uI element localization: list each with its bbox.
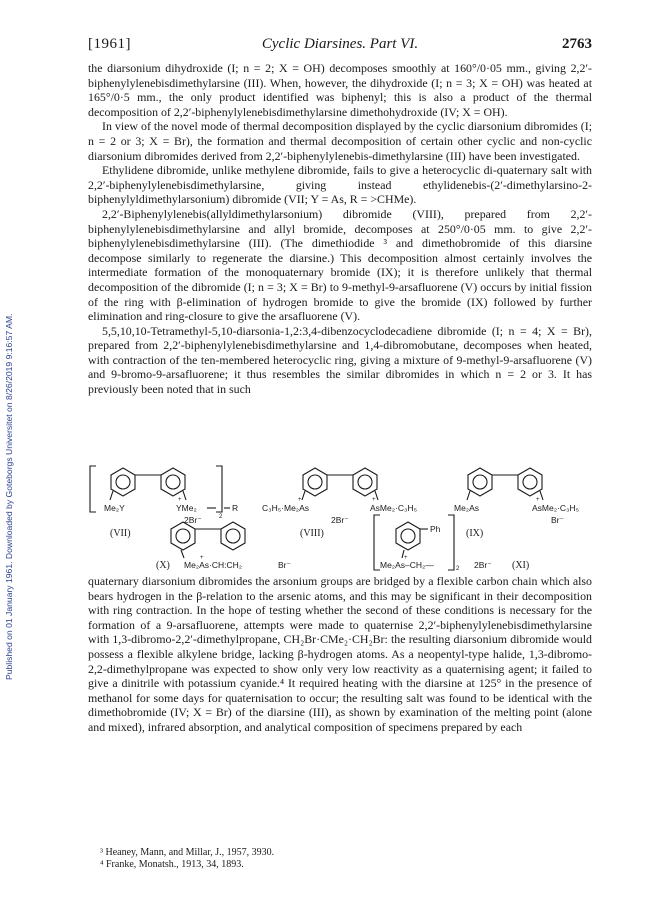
vii-charge: + bbox=[178, 497, 182, 503]
paragraph: quaternary diarsonium dibromides the arsonium groups are bridged by a flexible carbon chain which also bears hydrogen in the β-relation to the arsenic atoms, and this may be significant in their decomposition with ring contraction. In the hope of testing whether the second of these conditions is necessary for the formation of a 9-arsafluorene, attempts were made to quaternise 2,2′-biphenylylenebisdimethylarsine with 1,3-dibromo-2,2′-dimethylpropane, CH₂Br·CMe₂·CH₂Br: the resulting diarsonium dibromide would possess a flexible alkylene bridge, lacking β-hydrogen atoms. As a neopentyl-type halide, 1,3-dibromo-2,2-dimethylpropane was expected to show only very low reactivity as a quaternising agent; it failed to give a dinitrile with potassium cyanide.⁴ It required heating with the diarsine at 125° in the presence of methanol for some days for quaternisation to occur; the resulting salt was found to be identical with the dimethobromide (IV; X = Br) of the diarsine (III), as shown by examination of the melting point (alone and mixed), infrared absorption, and analytical composition of specimens prepared by each bbox=[88, 574, 592, 734]
viii-charge-left: + bbox=[298, 497, 302, 503]
structure-viii bbox=[262, 468, 417, 539]
viii-left-group: C₃H₅·Me₂As bbox=[262, 503, 310, 513]
ix-right-group: AsMe₂·C₃H₅ bbox=[532, 503, 580, 513]
x-label: (X) bbox=[156, 560, 170, 571]
paragraph: the diarsonium dihydroxide (I; n = 2; X = OH) decomposes smoothly at 160°/0·05 mm., giving 2,2′-biphenylylenebisdimethylarsine (III). When, however, the dihydroxide (I; n = 3; X = OH) was heated at 165°/0·5 mm., the only product identified was biphenyl; this is also a product of the thermal decomposition of 2,2′-biphenylylenebisdimethylarsine dimethohydroxide (IV; X = OH). bbox=[88, 61, 592, 119]
download-watermark: Published on 01 January 1961. Downloaded by Goteborgs Universitet on 8/26/2019 9:16:57 AM. bbox=[4, 313, 14, 680]
ix-label: (IX) bbox=[466, 528, 484, 539]
header-title: Cyclic Diarsines. Part VI. bbox=[261, 36, 419, 52]
body-text-bottom bbox=[88, 574, 592, 735]
viii-charge-right: + bbox=[372, 497, 376, 503]
page-number: 2763 bbox=[562, 36, 592, 52]
vii-subscript: 2 bbox=[219, 514, 223, 520]
viii-label: (VIII) bbox=[300, 528, 324, 539]
x-anion: Br⁻ bbox=[278, 560, 291, 570]
viii-anion: 2Br⁻ bbox=[331, 515, 349, 525]
paragraph: 5,5,10,10-Tetramethyl-5,10-diarsonia-1,2:3,4-dibenzocyclodecadiene dibromide (I; n = 4; X = Br), prepared from 2,2′-biphenylylenebisdimethylarsine and 1,4-dibromobutane, decomposes when heated, with contraction of the ten-membered heterocyclic ring, giving a mixture of 9-methyl-9-arsafluorene (V) and 9-bromo-9-arsafluorene; it thus resembles the similar dibromides in which n = 2 or 3. It has previously been noted that in such bbox=[88, 323, 592, 397]
xi-group: Me₂As–CH₂— bbox=[380, 560, 434, 570]
xi-anion: 2Br⁻ bbox=[474, 560, 492, 570]
chemical-structures bbox=[88, 460, 592, 572]
x-group: Me₂As·CH:CH₂ bbox=[184, 560, 243, 570]
structure-x bbox=[156, 522, 291, 571]
structure-vii bbox=[90, 466, 238, 539]
ix-charge: + bbox=[536, 497, 540, 503]
running-header bbox=[88, 36, 592, 54]
xi-charge: + bbox=[404, 555, 408, 561]
footnotes bbox=[88, 847, 592, 871]
structure-ix bbox=[454, 468, 579, 539]
paragraph: Ethylidene dibromide, unlike methylene dibromide, fails to give a heterocyclic di-quaternary salt with 2,2′-biphenylylenebisdimethylarsine, giving instead ethylidenebis-(2′-dimethylarsino-2-biphenylyldimethylarsonium) dibromide (VII; Y = As, R = >CHMe). bbox=[88, 163, 592, 207]
footnote: ⁴ Franke, Monatsh., 1913, 34, 1893. bbox=[100, 859, 244, 870]
x-charge: + bbox=[200, 555, 204, 561]
vii-label: (VII) bbox=[110, 528, 131, 539]
vii-anion: 2Br⁻ bbox=[184, 515, 202, 525]
body-text-top bbox=[88, 61, 592, 397]
vii-tail: R bbox=[232, 503, 239, 513]
xi-subscript: 2 bbox=[456, 566, 460, 572]
xi-label: (XI) bbox=[512, 560, 530, 571]
ix-anion: Br⁻ bbox=[551, 515, 564, 525]
header-year: [1961] bbox=[88, 36, 131, 52]
vii-right-group: YMe₂ bbox=[176, 503, 197, 513]
vii-left-group: Me₂Y bbox=[104, 503, 125, 513]
paragraph: In view of the novel mode of thermal decomposition displayed by the cyclic diarsonium dibromides (I; n = 2 or 3; X = Br), the formation and thermal decomposition of certain other cyclic and non-cyclic diarsonium dibromides derived from 2,2′-biphenylylenebis-dimethylarsine (III) have been investigated. bbox=[88, 119, 592, 163]
footnote: ³ Heaney, Mann, and Millar, J., 1957, 3930. bbox=[100, 847, 275, 858]
xi-ring-substituent: Ph bbox=[430, 524, 441, 534]
structure-xi bbox=[374, 515, 529, 572]
structure-figure bbox=[88, 460, 592, 572]
viii-right-group: AsMe₂·C₃H₅ bbox=[370, 503, 418, 513]
ix-left-group: Me₂As bbox=[454, 503, 480, 513]
paragraph: 2,2′-Biphenylylenebis(allyldimethylarsonium) dibromide (VIII), prepared from 2,2′-biphenylylenebisdimethylarsine and allyl bromide, decomposes at 250°/0·05 mm. to give 2,2′-biphenylylenebisdimethylarsine (III). (The dimethiodide ³ and dimethobromide of this diarsine decompose similarly to regenerate the diarsine.) This decomposition almost certainly involves the intermediate formation of the monoquaternary bromide (IX); it is therefore unlikely that thermal decomposition of the dibromide (I; n = 3; X = Br) to 9-methyl-9-arsafluorene (V) occurs by initial fission of the ring with β-elimination of hydrogen bromide to give the bromide (IX) followed by further elimination and ring-closure to give the arsafluorene (V). bbox=[88, 206, 592, 324]
